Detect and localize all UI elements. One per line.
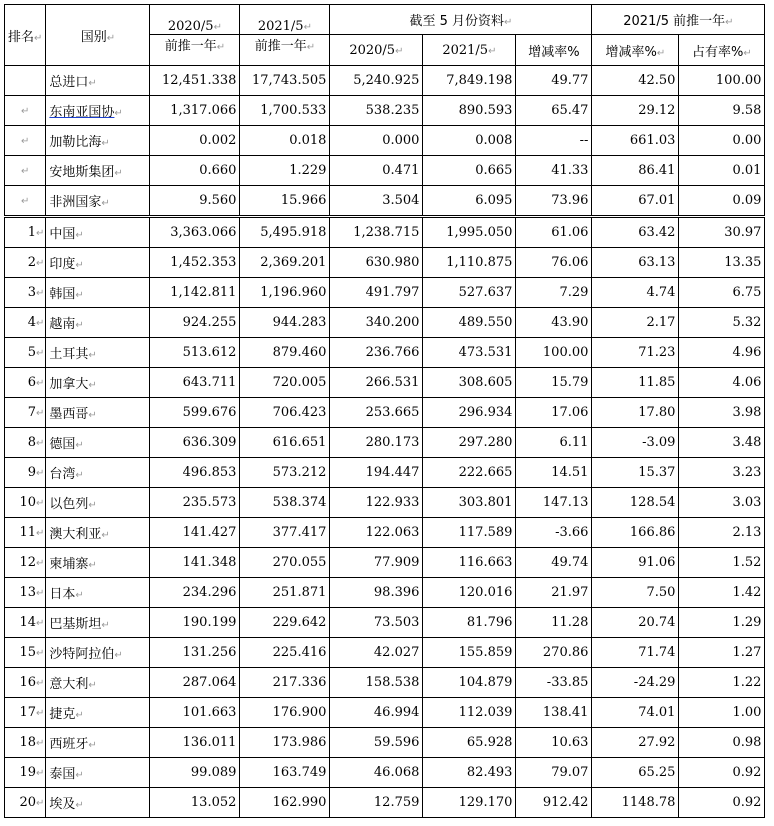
rank-cell: ↵: [5, 156, 46, 186]
ytd2020-cell: 236.766: [330, 338, 423, 368]
ytd2020-cell: 3.504: [330, 186, 423, 217]
growth-cell: -24.29: [592, 668, 679, 698]
share-cell: 0.01: [679, 156, 765, 186]
y2021-cell: 944.283: [240, 308, 330, 338]
y2021-cell: 616.651: [240, 428, 330, 458]
share-cell: 9.58: [679, 96, 765, 126]
rank-cell: [5, 66, 46, 96]
ytd-growth-cell: 41.33: [516, 156, 592, 186]
country-row: [5, 548, 765, 578]
ytd-growth-cell: -3.66: [516, 518, 592, 548]
ytd2021-cell: 296.934: [423, 398, 516, 428]
y2021-cell: 217.336: [240, 668, 330, 698]
ytd2021-cell: 129.170: [423, 788, 516, 818]
ytd-growth-cell: 11.28: [516, 608, 592, 638]
y2020-cell: 287.064: [150, 668, 240, 698]
name-cell: 台湾↵: [46, 458, 150, 488]
rank-cell: ↵: [5, 186, 46, 217]
ytd2021-cell: 120.016: [423, 578, 516, 608]
rank-cell: 3↵: [5, 278, 46, 308]
ytd2020-cell: 630.980: [330, 248, 423, 278]
ytd-growth-cell: 14.51: [516, 458, 592, 488]
ytd-growth-cell: 6.11: [516, 428, 592, 458]
name-cell: 东南亚国协↵: [46, 96, 150, 126]
y2021-cell: 377.417: [240, 518, 330, 548]
country-row: [5, 518, 765, 548]
ytd2021-cell: 0.665: [423, 156, 516, 186]
ytd2020-cell: 12.759: [330, 788, 423, 818]
header-trailing-group: 2021/5 前推一年↵: [592, 5, 765, 35]
growth-cell: 42.50: [592, 66, 679, 96]
country-row: [5, 488, 765, 518]
ytd2020-cell: 0.471: [330, 156, 423, 186]
ytd-growth-cell: 17.06: [516, 398, 592, 428]
growth-cell: 17.80: [592, 398, 679, 428]
share-cell: 0.09: [679, 186, 765, 217]
country-row: [5, 728, 765, 758]
header-trailing-share: 占有率%↵: [679, 35, 765, 66]
ytd2021-cell: 222.665: [423, 458, 516, 488]
ytd2020-cell: 340.200: [330, 308, 423, 338]
share-cell: 3.48: [679, 428, 765, 458]
ytd2021-cell: 104.879: [423, 668, 516, 698]
name-cell: 泰国↵: [46, 758, 150, 788]
share-cell: 2.13: [679, 518, 765, 548]
country-row: [5, 788, 765, 818]
rank-cell: 19↵: [5, 758, 46, 788]
growth-cell: 27.92: [592, 728, 679, 758]
share-cell: 1.42: [679, 578, 765, 608]
country-row: [5, 638, 765, 668]
share-cell: 1.29: [679, 608, 765, 638]
country-row: [5, 308, 765, 338]
ytd-growth-cell: 49.74: [516, 548, 592, 578]
y2020-cell: 513.612: [150, 338, 240, 368]
growth-cell: 71.74: [592, 638, 679, 668]
y2021-cell: 706.423: [240, 398, 330, 428]
country-row: [5, 428, 765, 458]
share-cell: 100.00: [679, 66, 765, 96]
rank-cell: 5↵: [5, 338, 46, 368]
share-cell: 3.98: [679, 398, 765, 428]
country-row: [5, 758, 765, 788]
ytd2020-cell: 42.027: [330, 638, 423, 668]
ytd2020-cell: 194.447: [330, 458, 423, 488]
name-cell: 巴基斯坦↵: [46, 608, 150, 638]
y2020-cell: 131.256: [150, 638, 240, 668]
ytd2020-cell: 122.063: [330, 518, 423, 548]
ytd-growth-cell: 43.90: [516, 308, 592, 338]
share-cell: 1.00: [679, 698, 765, 728]
ytd2021-cell: 1,110.875: [423, 248, 516, 278]
y2021-cell: 5,495.918: [240, 217, 330, 248]
y2020-cell: 0.660: [150, 156, 240, 186]
ytd2020-cell: 1,238.715: [330, 217, 423, 248]
ytd-growth-cell: 138.41: [516, 698, 592, 728]
ytd2021-cell: 473.531: [423, 338, 516, 368]
share-cell: 0.92: [679, 788, 765, 818]
country-row: [5, 278, 765, 308]
name-cell: 西班牙↵: [46, 728, 150, 758]
y2021-cell: 1,700.533: [240, 96, 330, 126]
name-cell: 埃及↵: [46, 788, 150, 818]
rank-cell: 13↵: [5, 578, 46, 608]
y2021-cell: 720.005: [240, 368, 330, 398]
y2020-cell: 496.853: [150, 458, 240, 488]
ytd2021-cell: 116.663: [423, 548, 516, 578]
ytd2021-cell: 6.095: [423, 186, 516, 217]
name-cell: 德国↵: [46, 428, 150, 458]
y2020-cell: 1,452.353: [150, 248, 240, 278]
rank-cell: 20↵: [5, 788, 46, 818]
group-row: [5, 156, 765, 186]
ytd2021-cell: 117.589: [423, 518, 516, 548]
ytd2021-cell: 890.593: [423, 96, 516, 126]
ytd-growth-cell: 49.77: [516, 66, 592, 96]
share-cell: 1.22: [679, 668, 765, 698]
growth-cell: 4.74: [592, 278, 679, 308]
share-cell: 0.00: [679, 126, 765, 156]
growth-cell: 661.03: [592, 126, 679, 156]
y2021-cell: 173.986: [240, 728, 330, 758]
ytd2020-cell: 46.068: [330, 758, 423, 788]
country-row: [5, 338, 765, 368]
ytd2020-cell: 253.665: [330, 398, 423, 428]
ytd-growth-cell: 147.13: [516, 488, 592, 518]
ytd2021-cell: 7,849.198: [423, 66, 516, 96]
y2020-cell: 141.348: [150, 548, 240, 578]
group-row: [5, 66, 765, 96]
country-row: [5, 668, 765, 698]
name-cell: 韩国↵: [46, 278, 150, 308]
header-ytd-2020: 2020/5↵: [330, 35, 423, 66]
growth-cell: 15.37: [592, 458, 679, 488]
ytd-growth-cell: --: [516, 126, 592, 156]
group-row: [5, 186, 765, 217]
y2020-cell: 636.309: [150, 428, 240, 458]
name-cell: 加拿大↵: [46, 368, 150, 398]
header-row-1: [5, 5, 765, 35]
country-row: [5, 368, 765, 398]
y2021-cell: 0.018: [240, 126, 330, 156]
y2021-cell: 1,196.960: [240, 278, 330, 308]
y2020-cell: 136.011: [150, 728, 240, 758]
ytd2021-cell: 82.493: [423, 758, 516, 788]
y2021-cell: 225.416: [240, 638, 330, 668]
y2020-cell: 599.676: [150, 398, 240, 428]
country-row: [5, 458, 765, 488]
y2021-cell: 270.055: [240, 548, 330, 578]
growth-cell: 2.17: [592, 308, 679, 338]
y2020-cell: 643.711: [150, 368, 240, 398]
ytd2021-cell: 308.605: [423, 368, 516, 398]
share-cell: 5.32: [679, 308, 765, 338]
import-table: [4, 4, 765, 818]
ytd-growth-cell: 100.00: [516, 338, 592, 368]
y2020-cell: 101.663: [150, 698, 240, 728]
ytd-growth-cell: 10.63: [516, 728, 592, 758]
rank-cell: 7↵: [5, 398, 46, 428]
ytd2020-cell: 538.235: [330, 96, 423, 126]
share-cell: 4.06: [679, 368, 765, 398]
rank-cell: 2↵: [5, 248, 46, 278]
ytd2020-cell: 158.538: [330, 668, 423, 698]
y2021-cell: 162.990: [240, 788, 330, 818]
growth-cell: 67.01: [592, 186, 679, 217]
y2021-cell: 163.749: [240, 758, 330, 788]
ytd2020-cell: 491.797: [330, 278, 423, 308]
y2020-cell: 190.199: [150, 608, 240, 638]
growth-cell: 128.54: [592, 488, 679, 518]
share-cell: 1.52: [679, 548, 765, 578]
rank-cell: 8↵: [5, 428, 46, 458]
ytd2021-cell: 112.039: [423, 698, 516, 728]
y2020-cell: 12,451.338: [150, 66, 240, 96]
y2021-cell: 2,369.201: [240, 248, 330, 278]
ytd2020-cell: 98.396: [330, 578, 423, 608]
header-2021-sub: 前推一年↵: [240, 35, 330, 66]
name-cell: 加勒比海↵: [46, 126, 150, 156]
growth-cell: 20.74: [592, 608, 679, 638]
y2020-cell: 13.052: [150, 788, 240, 818]
ytd2020-cell: 5,240.925: [330, 66, 423, 96]
y2021-cell: 538.374: [240, 488, 330, 518]
growth-cell: 86.41: [592, 156, 679, 186]
country-row: [5, 608, 765, 638]
rank-cell: 12↵: [5, 548, 46, 578]
ytd-growth-cell: 73.96: [516, 186, 592, 217]
name-cell: 印度↵: [46, 248, 150, 278]
header-2020-year: 2020/5↵: [150, 5, 240, 35]
rank-cell: 17↵: [5, 698, 46, 728]
share-cell: 30.97: [679, 217, 765, 248]
country-row: [5, 398, 765, 428]
ytd-growth-cell: 15.79: [516, 368, 592, 398]
country-row: [5, 248, 765, 278]
name-cell: 意大利↵: [46, 668, 150, 698]
ytd2021-cell: 527.637: [423, 278, 516, 308]
name-cell: 日本↵: [46, 578, 150, 608]
country-row: [5, 217, 765, 248]
ytd2020-cell: 73.503: [330, 608, 423, 638]
ytd-growth-cell: 270.86: [516, 638, 592, 668]
name-cell: 捷克↵: [46, 698, 150, 728]
ytd-growth-cell: 79.07: [516, 758, 592, 788]
ytd-growth-cell: 65.47: [516, 96, 592, 126]
y2020-cell: 141.427: [150, 518, 240, 548]
ytd2021-cell: 303.801: [423, 488, 516, 518]
ytd2020-cell: 46.994: [330, 698, 423, 728]
header-trailing-growth: 增减率%↵: [592, 35, 679, 66]
y2021-cell: 251.871: [240, 578, 330, 608]
y2021-cell: 176.900: [240, 698, 330, 728]
ytd2021-cell: 81.796: [423, 608, 516, 638]
rank-cell: 18↵: [5, 728, 46, 758]
ytd2020-cell: 77.909: [330, 548, 423, 578]
growth-cell: 1148.78: [592, 788, 679, 818]
y2021-cell: 15.966: [240, 186, 330, 217]
growth-cell: 166.86: [592, 518, 679, 548]
ytd2021-cell: 65.928: [423, 728, 516, 758]
ytd2020-cell: 59.596: [330, 728, 423, 758]
ytd2020-cell: 122.933: [330, 488, 423, 518]
ytd2020-cell: 0.000: [330, 126, 423, 156]
ytd2021-cell: 0.008: [423, 126, 516, 156]
ytd-growth-cell: 912.42: [516, 788, 592, 818]
share-cell: 4.96: [679, 338, 765, 368]
growth-cell: 71.23: [592, 338, 679, 368]
y2020-cell: 99.089: [150, 758, 240, 788]
share-cell: 13.35: [679, 248, 765, 278]
header-2021-year: 2021/5↵: [240, 5, 330, 35]
y2020-cell: 1,317.066: [150, 96, 240, 126]
name-cell: 中国↵: [46, 217, 150, 248]
ytd2021-cell: 1,995.050: [423, 217, 516, 248]
y2021-cell: 573.212: [240, 458, 330, 488]
growth-cell: 7.50: [592, 578, 679, 608]
name-cell: 澳大利亚↵: [46, 518, 150, 548]
share-cell: 3.23: [679, 458, 765, 488]
growth-cell: 91.06: [592, 548, 679, 578]
growth-cell: 74.01: [592, 698, 679, 728]
name-cell: 非洲国家↵: [46, 186, 150, 217]
y2020-cell: 9.560: [150, 186, 240, 217]
name-cell: 越南↵: [46, 308, 150, 338]
y2020-cell: 1,142.811: [150, 278, 240, 308]
ytd-growth-cell: 21.97: [516, 578, 592, 608]
rank-cell: 16↵: [5, 668, 46, 698]
country-row: [5, 698, 765, 728]
growth-cell: 65.25: [592, 758, 679, 788]
rank-cell: 4↵: [5, 308, 46, 338]
ytd2020-cell: 266.531: [330, 368, 423, 398]
name-cell: 柬埔寨↵: [46, 548, 150, 578]
y2020-cell: 3,363.066: [150, 217, 240, 248]
header-2020-sub: 前推一年↵: [150, 35, 240, 66]
y2021-cell: 229.642: [240, 608, 330, 638]
ytd-growth-cell: 61.06: [516, 217, 592, 248]
group-row: [5, 96, 765, 126]
name-cell: 沙特阿拉伯↵: [46, 638, 150, 668]
name-cell: 以色列↵: [46, 488, 150, 518]
share-cell: 0.92: [679, 758, 765, 788]
ytd2021-cell: 297.280: [423, 428, 516, 458]
y2020-cell: 924.255: [150, 308, 240, 338]
rank-cell: ↵: [5, 126, 46, 156]
rank-cell: ↵: [5, 96, 46, 126]
ytd-growth-cell: 7.29: [516, 278, 592, 308]
ytd2021-cell: 155.859: [423, 638, 516, 668]
group-row: [5, 126, 765, 156]
header-ytd-2021: 2021/5↵: [423, 35, 516, 66]
name-cell: 总进口↵: [46, 66, 150, 96]
y2020-cell: 234.296: [150, 578, 240, 608]
name-cell: 土耳其↵: [46, 338, 150, 368]
rank-cell: 9↵: [5, 458, 46, 488]
ytd2020-cell: 280.173: [330, 428, 423, 458]
country-header: 国别↵: [46, 5, 150, 66]
share-cell: 3.03: [679, 488, 765, 518]
rank-cell: 14↵: [5, 608, 46, 638]
ytd-growth-cell: -33.85: [516, 668, 592, 698]
y2020-cell: 0.002: [150, 126, 240, 156]
y2020-cell: 235.573: [150, 488, 240, 518]
ytd2021-cell: 489.550: [423, 308, 516, 338]
name-cell: 墨西哥↵: [46, 398, 150, 428]
rank-cell: 15↵: [5, 638, 46, 668]
name-cell: 安地斯集团↵: [46, 156, 150, 186]
rank-cell: 1↵: [5, 217, 46, 248]
rank-cell: 11↵: [5, 518, 46, 548]
growth-cell: 29.12: [592, 96, 679, 126]
share-cell: 6.75: [679, 278, 765, 308]
y2021-cell: 1.229: [240, 156, 330, 186]
y2021-cell: 17,743.505: [240, 66, 330, 96]
growth-cell: 63.13: [592, 248, 679, 278]
ytd-growth-cell: 76.06: [516, 248, 592, 278]
rank-cell: 10↵: [5, 488, 46, 518]
header-ytd-group: 截至 5 月份资料↵: [330, 5, 592, 35]
growth-cell: 63.42: [592, 217, 679, 248]
share-cell: 0.98: [679, 728, 765, 758]
rank-cell: 6↵: [5, 368, 46, 398]
growth-cell: 11.85: [592, 368, 679, 398]
country-row: [5, 578, 765, 608]
header-ytd-growth: 增减率%: [516, 35, 592, 66]
growth-cell: -3.09: [592, 428, 679, 458]
share-cell: 1.27: [679, 638, 765, 668]
rank-header: 排名↵: [5, 5, 46, 66]
y2021-cell: 879.460: [240, 338, 330, 368]
